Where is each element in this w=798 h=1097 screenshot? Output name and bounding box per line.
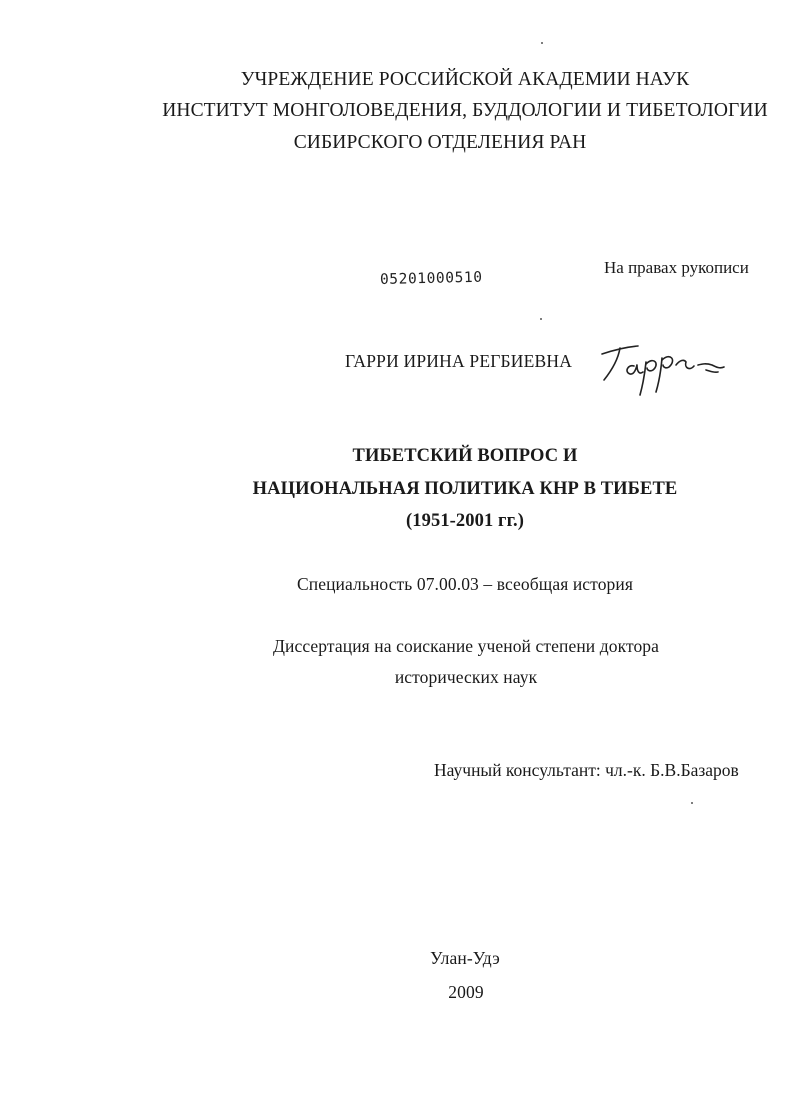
- scan-speck: [540, 318, 542, 320]
- scan-speck: [541, 42, 543, 44]
- author-name: ГАРРИ ИРИНА РЕГБИЕВНА: [345, 351, 573, 371]
- place-of-publication: Улан-Удэ: [430, 948, 500, 968]
- specialty-line: Специальность 07.00.03 – всеобщая история: [296, 574, 634, 594]
- institution-line-3: СИБИРСКОГО ОТДЕЛЕНИЯ РАН: [293, 132, 587, 153]
- author-signature: [596, 338, 728, 398]
- institution-line-1: УЧРЕЖДЕНИЕ РОССИЙСКОЙ АКАДЕМИИ НАУК: [240, 69, 690, 90]
- publication-year: 2009: [448, 982, 484, 1002]
- scientific-consultant: Научный консультант: чл.-к. Б.В.Базаров: [434, 760, 739, 780]
- thesis-title-years: (1951-2001 гг.): [406, 511, 524, 531]
- thesis-title-line-2: НАЦИОНАЛЬНАЯ ПОЛИТИКА КНР В ТИБЕТЕ: [252, 479, 678, 499]
- degree-line-2: исторических наук: [394, 667, 538, 687]
- library-stamp-number: 05201000510: [379, 269, 483, 288]
- scan-speck: [691, 802, 693, 804]
- manuscript-rights-note: На правах рукописи: [604, 258, 749, 277]
- thesis-title-line-1: ТИБЕТСКИЙ ВОПРОС И: [352, 446, 578, 466]
- institution-line-2: ИНСТИТУТ МОНГОЛОВЕДЕНИЯ, БУДДОЛОГИИ И ТИБЕТОЛОГИИ: [162, 100, 768, 121]
- degree-line-1: Диссертация на соискание ученой степени доктора: [272, 636, 660, 656]
